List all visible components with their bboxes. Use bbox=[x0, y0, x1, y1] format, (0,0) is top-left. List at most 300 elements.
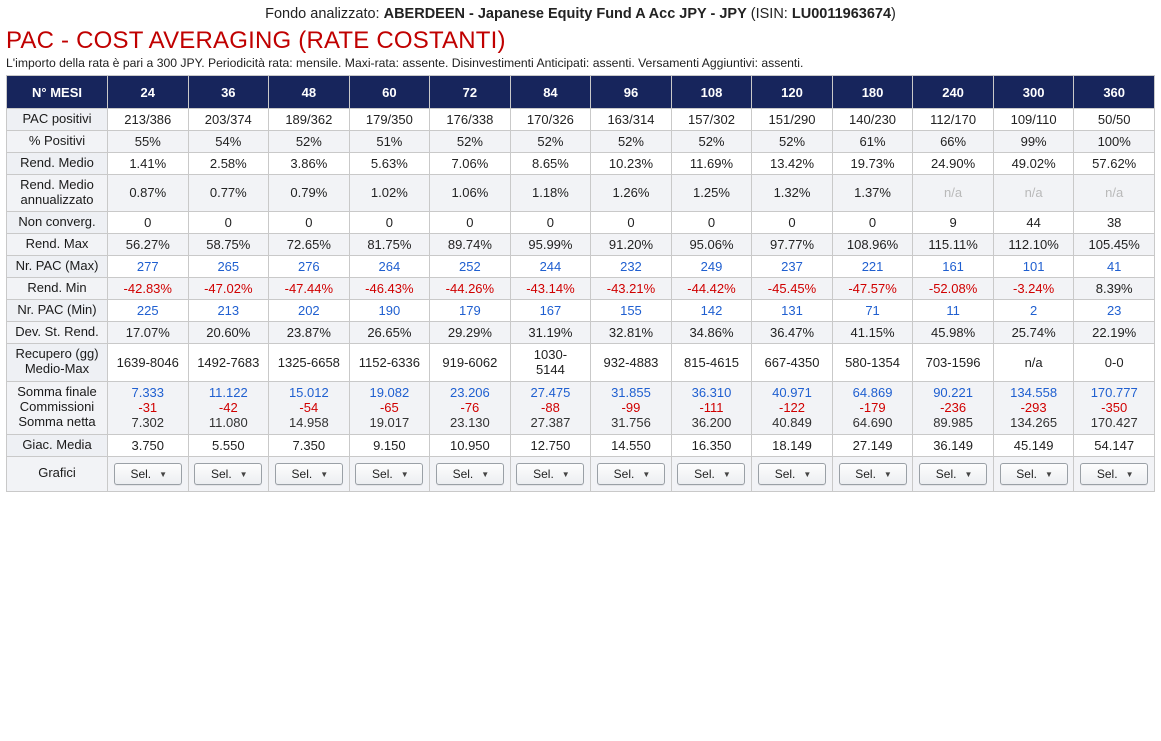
commissioni: -122 bbox=[779, 399, 806, 415]
cell-value: 703-1596 bbox=[913, 343, 994, 381]
somma-finale: 19.082 bbox=[369, 384, 410, 400]
chevron-down-icon: ▼ bbox=[400, 469, 409, 479]
chevron-down-icon: ▼ bbox=[320, 469, 329, 479]
row-label: Giac. Media bbox=[7, 434, 108, 456]
table-row bbox=[7, 381, 1155, 434]
chevron-down-icon: ▼ bbox=[481, 469, 490, 479]
cell-value: 2.58% bbox=[188, 153, 269, 175]
cell-grafici bbox=[913, 456, 994, 491]
header-cell-360: 360 bbox=[1074, 76, 1155, 109]
cell-value: 163/314 bbox=[591, 109, 672, 131]
cell-value: 189/362 bbox=[269, 109, 350, 131]
somma-netta: 27.387 bbox=[530, 415, 571, 431]
cell-value: -43.14% bbox=[510, 277, 591, 299]
cell-value: n/a bbox=[1074, 175, 1155, 212]
cell-value: 29.29% bbox=[430, 321, 511, 343]
cell-value: 0 bbox=[188, 211, 269, 233]
commissioni: -350 bbox=[1101, 399, 1128, 415]
select-chart-label: Sel. bbox=[291, 466, 313, 481]
cell-value: 23 bbox=[1074, 299, 1155, 321]
cell-value: 108.96% bbox=[832, 233, 913, 255]
fund-header-prefix: Fondo analizzato: bbox=[265, 6, 384, 22]
cell-value: 0.77% bbox=[188, 175, 269, 212]
select-chart-button[interactable] bbox=[919, 463, 987, 485]
cell-value: 225 bbox=[108, 299, 189, 321]
row-label: Nr. PAC (Min) bbox=[7, 299, 108, 321]
table-row bbox=[7, 109, 1155, 131]
chevron-down-icon: ▼ bbox=[883, 469, 892, 479]
cell-value: 8.39% bbox=[1074, 277, 1155, 299]
cell-value: 91.20% bbox=[591, 233, 672, 255]
somma-netta: 40.849 bbox=[772, 415, 812, 431]
cell-value: 89.74% bbox=[430, 233, 511, 255]
select-chart-button[interactable] bbox=[597, 463, 665, 485]
somma-finale: 11.122 bbox=[208, 384, 248, 400]
cell-value: 52% bbox=[671, 131, 752, 153]
cell-value: 24.90% bbox=[913, 153, 994, 175]
header-cell-96: 96 bbox=[591, 76, 672, 109]
somma-netta: 31.756 bbox=[611, 415, 651, 431]
cell-value: 7.350 bbox=[269, 434, 350, 456]
cell-somma bbox=[752, 381, 833, 434]
fund-isin: LU0011963674 bbox=[791, 6, 892, 22]
cell-value: 0-0 bbox=[1074, 343, 1155, 381]
cell-value: -46.43% bbox=[349, 277, 430, 299]
cell-value: 14.550 bbox=[591, 434, 672, 456]
cell-value: -42.83% bbox=[108, 277, 189, 299]
cell-value: n/a bbox=[993, 343, 1074, 381]
cell-value: 815-4615 bbox=[671, 343, 752, 381]
cell-value: 5.550 bbox=[188, 434, 269, 456]
cell-value: 23.87% bbox=[269, 321, 350, 343]
cell-value: -47.57% bbox=[832, 277, 913, 299]
commissioni: -76 bbox=[460, 399, 480, 415]
cell-value: 0.79% bbox=[269, 175, 350, 212]
cell-grafici bbox=[269, 456, 350, 491]
cell-value: 58.75% bbox=[188, 233, 269, 255]
somma-netta: 19.017 bbox=[369, 415, 410, 431]
cell-value: 11.69% bbox=[671, 153, 752, 175]
cell-somma bbox=[188, 381, 269, 434]
chevron-down-icon: ▼ bbox=[722, 469, 731, 479]
header-cell-mesi: N° MESI bbox=[7, 76, 108, 109]
select-chart-button[interactable] bbox=[1080, 463, 1148, 485]
table-row bbox=[7, 131, 1155, 153]
cell-value: 5.63% bbox=[349, 153, 430, 175]
select-chart-button[interactable] bbox=[516, 463, 584, 485]
cell-value: 50/50 bbox=[1074, 109, 1155, 131]
cell-somma bbox=[269, 381, 350, 434]
cell-value: 52% bbox=[269, 131, 350, 153]
cell-value: 52% bbox=[752, 131, 833, 153]
header-cell-72: 72 bbox=[430, 76, 511, 109]
cell-value: 277 bbox=[108, 255, 189, 277]
somma-netta: 23.130 bbox=[450, 415, 490, 431]
fund-name: ABERDEEN - Japanese Equity Fund A Acc JPY - JPY bbox=[383, 6, 747, 22]
cell-value: 13.42% bbox=[752, 153, 833, 175]
chevron-down-icon: ▼ bbox=[159, 469, 168, 479]
cell-value: 25.74% bbox=[993, 321, 1074, 343]
cell-value: 155 bbox=[591, 299, 672, 321]
somma-netta: 64.690 bbox=[852, 415, 893, 431]
select-chart-label: Sel. bbox=[855, 466, 876, 481]
cell-value: 179 bbox=[430, 299, 511, 321]
header-cell-240: 240 bbox=[913, 76, 994, 109]
cell-value: 27.149 bbox=[832, 434, 913, 456]
cell-value: 190 bbox=[349, 299, 430, 321]
row-label: Grafici bbox=[7, 456, 108, 491]
cell-value: 0 bbox=[269, 211, 350, 233]
cell-value: 0 bbox=[671, 211, 752, 233]
cell-value: 17.07% bbox=[108, 321, 189, 343]
cell-value: n/a bbox=[913, 175, 994, 212]
select-chart-label: Sel. bbox=[452, 466, 474, 481]
header-cell-180: 180 bbox=[832, 76, 913, 109]
cell-value: 1030- 5144 bbox=[510, 343, 591, 381]
isin-close: ) bbox=[891, 6, 896, 22]
cell-value: 20.60% bbox=[188, 321, 269, 343]
cell-value: 1.02% bbox=[349, 175, 430, 212]
somma-netta: 134.265 bbox=[1010, 415, 1058, 431]
cell-value: 19.73% bbox=[832, 153, 913, 175]
select-chart-button[interactable] bbox=[1000, 463, 1068, 485]
select-chart-button[interactable] bbox=[677, 463, 745, 485]
select-chart-button[interactable] bbox=[436, 463, 504, 485]
cell-value: 112.10% bbox=[993, 233, 1074, 255]
cell-value: 45.98% bbox=[913, 321, 994, 343]
cell-grafici bbox=[349, 456, 430, 491]
somma-finale: 90.221 bbox=[933, 384, 973, 400]
row-label: Non converg. bbox=[7, 211, 108, 233]
cell-value: 265 bbox=[188, 255, 269, 277]
cell-value: 252 bbox=[430, 255, 511, 277]
cell-value: 34.86% bbox=[671, 321, 752, 343]
cell-value: 7.06% bbox=[430, 153, 511, 175]
cell-value: 1325-6658 bbox=[269, 343, 350, 381]
cell-value: 12.750 bbox=[510, 434, 591, 456]
cell-value: 276 bbox=[269, 255, 350, 277]
select-chart-label: Sel. bbox=[935, 466, 957, 481]
cell-value: 1.32% bbox=[752, 175, 833, 212]
cell-value: 16.350 bbox=[671, 434, 752, 456]
cell-somma bbox=[108, 381, 189, 434]
cell-value: 161 bbox=[913, 255, 994, 277]
somma-finale: 31.855 bbox=[611, 384, 651, 400]
cell-grafici bbox=[591, 456, 672, 491]
pac-table bbox=[6, 75, 1155, 492]
cell-value: -44.42% bbox=[671, 277, 752, 299]
select-chart-label: Sel. bbox=[774, 466, 796, 481]
cell-value: 580-1354 bbox=[832, 343, 913, 381]
row-label: PAC positivi bbox=[7, 109, 108, 131]
cell-value: 167 bbox=[510, 299, 591, 321]
commissioni: -88 bbox=[541, 399, 560, 415]
cell-value: 1152-6336 bbox=[349, 343, 430, 381]
select-chart-label: Sel. bbox=[1016, 466, 1037, 481]
row-label: Recupero (gg) Medio-Max bbox=[7, 343, 108, 381]
cell-value: 221 bbox=[832, 255, 913, 277]
cell-value: 1.41% bbox=[108, 153, 189, 175]
select-chart-label: Sel. bbox=[533, 466, 554, 481]
cell-value: -3.24% bbox=[993, 277, 1074, 299]
table-row bbox=[7, 299, 1155, 321]
cell-value: 55% bbox=[108, 131, 189, 153]
cell-value: 101 bbox=[993, 255, 1074, 277]
select-chart-button[interactable] bbox=[839, 463, 907, 485]
cell-value: 157/302 bbox=[671, 109, 752, 131]
cell-value: 115.11% bbox=[913, 233, 994, 255]
cell-value: 1492-7683 bbox=[188, 343, 269, 381]
cell-grafici bbox=[671, 456, 752, 491]
somma-netta: 89.985 bbox=[933, 415, 973, 431]
table-row bbox=[7, 233, 1155, 255]
cell-value: 31.19% bbox=[510, 321, 591, 343]
cell-value: 142 bbox=[671, 299, 752, 321]
cell-value: 1.06% bbox=[430, 175, 511, 212]
cell-value: 244 bbox=[510, 255, 591, 277]
cell-value: 66% bbox=[913, 131, 994, 153]
cell-value: 0 bbox=[752, 211, 833, 233]
cell-grafici bbox=[430, 456, 511, 491]
table-row bbox=[7, 321, 1155, 343]
cell-value: 10.23% bbox=[591, 153, 672, 175]
chevron-down-icon: ▼ bbox=[642, 469, 651, 479]
cell-value: 170/326 bbox=[510, 109, 591, 131]
cell-value: 0 bbox=[430, 211, 511, 233]
cell-value: 1.37% bbox=[832, 175, 913, 212]
page-subtitle: L'importo della rata è pari a 300 JPY. Periodicità rata: mensile. Maxi-rata: assente. Disinvestimenti Anticipati: assenti. Versamenti Aggiuntivi: assenti. bbox=[6, 56, 804, 70]
select-chart-button[interactable] bbox=[114, 463, 182, 485]
somma-netta: 7.302 bbox=[131, 415, 165, 431]
cell-value: 95.99% bbox=[510, 233, 591, 255]
cell-value: 213/386 bbox=[108, 109, 189, 131]
cell-value: 151/290 bbox=[752, 109, 833, 131]
cell-grafici bbox=[510, 456, 591, 491]
fund-header bbox=[0, 0, 1161, 24]
cell-value: 932-4883 bbox=[591, 343, 672, 381]
commissioni: -65 bbox=[379, 399, 399, 415]
cell-value: 179/350 bbox=[349, 109, 430, 131]
commissioni: -179 bbox=[859, 399, 886, 415]
cell-value: 3.750 bbox=[108, 434, 189, 456]
cell-value: 36.149 bbox=[913, 434, 994, 456]
cell-value: 100% bbox=[1074, 131, 1155, 153]
somma-finale: 170.777 bbox=[1090, 384, 1138, 400]
somma-finale: 40.971 bbox=[772, 384, 812, 400]
cell-value: 57.62% bbox=[1074, 153, 1155, 175]
somma-finale: 134.558 bbox=[1010, 384, 1058, 400]
cell-value: 213 bbox=[188, 299, 269, 321]
cell-value: 26.65% bbox=[349, 321, 430, 343]
chevron-down-icon: ▼ bbox=[1044, 469, 1053, 479]
cell-value: 8.65% bbox=[510, 153, 591, 175]
cell-value: -45.45% bbox=[752, 277, 833, 299]
table-row bbox=[7, 211, 1155, 233]
cell-somma bbox=[913, 381, 994, 434]
cell-value: 41 bbox=[1074, 255, 1155, 277]
cell-value: 1.18% bbox=[510, 175, 591, 212]
somma-finale: 36.310 bbox=[691, 384, 732, 400]
cell-value: 11 bbox=[913, 299, 994, 321]
cell-somma bbox=[1074, 381, 1155, 434]
cell-value: 249 bbox=[671, 255, 752, 277]
select-chart-button[interactable] bbox=[275, 463, 343, 485]
select-chart-label: Sel. bbox=[694, 466, 715, 481]
somma-finale: 15.012 bbox=[288, 384, 329, 400]
somma-netta: 36.200 bbox=[691, 415, 732, 431]
cell-somma bbox=[832, 381, 913, 434]
cell-value: 112/170 bbox=[913, 109, 994, 131]
cell-value: 41.15% bbox=[832, 321, 913, 343]
cell-value: n/a bbox=[993, 175, 1074, 212]
cell-somma bbox=[993, 381, 1074, 434]
cell-value: 22.19% bbox=[1074, 321, 1155, 343]
cell-somma bbox=[510, 381, 591, 434]
table-row bbox=[7, 456, 1155, 491]
cell-value: 52% bbox=[430, 131, 511, 153]
cell-value: 44 bbox=[993, 211, 1074, 233]
select-chart-label: Sel. bbox=[130, 466, 152, 481]
cell-value: -47.02% bbox=[188, 277, 269, 299]
table-row bbox=[7, 343, 1155, 381]
cell-value: 0 bbox=[832, 211, 913, 233]
commissioni: -42 bbox=[218, 399, 238, 415]
table-row bbox=[7, 153, 1155, 175]
cell-value: 202 bbox=[269, 299, 350, 321]
cell-value: 203/374 bbox=[188, 109, 269, 131]
somma-netta: 170.427 bbox=[1090, 415, 1138, 431]
cell-somma bbox=[349, 381, 430, 434]
select-chart-label: Sel. bbox=[372, 466, 393, 481]
cell-value: 54.147 bbox=[1074, 434, 1155, 456]
commissioni: -31 bbox=[138, 399, 158, 415]
cell-value: 52% bbox=[510, 131, 591, 153]
row-label: Somma finale Commissioni Somma netta bbox=[7, 381, 108, 434]
cell-value: 919-6062 bbox=[430, 343, 511, 381]
cell-value: 54% bbox=[188, 131, 269, 153]
table-row bbox=[7, 277, 1155, 299]
cell-value: 232 bbox=[591, 255, 672, 277]
cell-value: 36.47% bbox=[752, 321, 833, 343]
cell-value: 56.27% bbox=[108, 233, 189, 255]
table-body bbox=[7, 109, 1155, 492]
cell-value: 9.150 bbox=[349, 434, 430, 456]
select-chart-button[interactable] bbox=[355, 463, 423, 485]
cell-grafici bbox=[752, 456, 833, 491]
commissioni: -293 bbox=[1020, 399, 1047, 415]
cell-grafici bbox=[1074, 456, 1155, 491]
cell-value: 237 bbox=[752, 255, 833, 277]
chevron-down-icon: ▼ bbox=[803, 469, 812, 479]
cell-value: 105.45% bbox=[1074, 233, 1155, 255]
cell-value: 0.87% bbox=[108, 175, 189, 212]
somma-finale: 27.475 bbox=[530, 384, 571, 400]
cell-grafici bbox=[993, 456, 1074, 491]
cell-value: 0 bbox=[349, 211, 430, 233]
cell-value: 18.149 bbox=[752, 434, 833, 456]
somma-finale: 23.206 bbox=[450, 384, 490, 400]
chevron-down-icon: ▼ bbox=[561, 469, 570, 479]
somma-netta: 14.958 bbox=[288, 415, 329, 431]
table-row bbox=[7, 175, 1155, 212]
header-row bbox=[7, 76, 1155, 109]
cell-value: 32.81% bbox=[591, 321, 672, 343]
cell-value: 51% bbox=[349, 131, 430, 153]
select-chart-button[interactable] bbox=[758, 463, 826, 485]
chevron-down-icon: ▼ bbox=[1125, 469, 1134, 479]
cell-value: 3.86% bbox=[269, 153, 350, 175]
cell-value: 97.77% bbox=[752, 233, 833, 255]
commissioni: -111 bbox=[699, 399, 724, 415]
cell-value: 1.25% bbox=[671, 175, 752, 212]
cell-value: 49.02% bbox=[993, 153, 1074, 175]
cell-value: 72.65% bbox=[269, 233, 350, 255]
cell-value: 0 bbox=[510, 211, 591, 233]
cell-value: 61% bbox=[832, 131, 913, 153]
cell-grafici bbox=[108, 456, 189, 491]
cell-value: 131 bbox=[752, 299, 833, 321]
cell-value: 140/230 bbox=[832, 109, 913, 131]
row-label: Dev. St. Rend. bbox=[7, 321, 108, 343]
commissioni: -54 bbox=[299, 399, 319, 415]
cell-value: -43.21% bbox=[591, 277, 672, 299]
cell-value: 71 bbox=[832, 299, 913, 321]
header-cell-24: 24 bbox=[108, 76, 189, 109]
row-label: Rend. Medio bbox=[7, 153, 108, 175]
table-header bbox=[7, 76, 1155, 109]
somma-netta: 11.080 bbox=[208, 415, 248, 431]
header-cell-36: 36 bbox=[188, 76, 269, 109]
select-chart-button[interactable] bbox=[194, 463, 262, 485]
cell-value: 9 bbox=[913, 211, 994, 233]
table-row bbox=[7, 434, 1155, 456]
header-cell-108: 108 bbox=[671, 76, 752, 109]
header-cell-300: 300 bbox=[993, 76, 1074, 109]
cell-value: 99% bbox=[993, 131, 1074, 153]
commissioni: -99 bbox=[621, 399, 641, 415]
cell-value: 176/338 bbox=[430, 109, 511, 131]
cell-value: 2 bbox=[993, 299, 1074, 321]
cell-somma bbox=[671, 381, 752, 434]
cell-value: 0 bbox=[108, 211, 189, 233]
cell-somma bbox=[430, 381, 511, 434]
cell-value: -44.26% bbox=[430, 277, 511, 299]
cell-value: 95.06% bbox=[671, 233, 752, 255]
select-chart-label: Sel. bbox=[210, 466, 232, 481]
cell-value: -47.44% bbox=[269, 277, 350, 299]
header-cell-60: 60 bbox=[349, 76, 430, 109]
commissioni: -236 bbox=[940, 399, 967, 415]
chevron-down-icon: ▼ bbox=[964, 469, 973, 479]
cell-value: 1639-8046 bbox=[108, 343, 189, 381]
select-chart-label: Sel. bbox=[1096, 466, 1118, 481]
row-label: Rend. Min bbox=[7, 277, 108, 299]
row-label: % Positivi bbox=[7, 131, 108, 153]
header-cell-120: 120 bbox=[752, 76, 833, 109]
select-chart-label: Sel. bbox=[613, 466, 635, 481]
somma-finale: 7.333 bbox=[131, 384, 165, 400]
cell-value: 38 bbox=[1074, 211, 1155, 233]
table-row bbox=[7, 255, 1155, 277]
cell-value: 45.149 bbox=[993, 434, 1074, 456]
cell-somma bbox=[591, 381, 672, 434]
page-title: PAC - COST AVERAGING (RATE COSTANTI) bbox=[6, 27, 506, 54]
isin-open: (ISIN: bbox=[746, 6, 792, 22]
cell-value: 10.950 bbox=[430, 434, 511, 456]
cell-value: 0 bbox=[591, 211, 672, 233]
somma-finale: 64.869 bbox=[852, 384, 893, 400]
chevron-down-icon: ▼ bbox=[239, 469, 248, 479]
